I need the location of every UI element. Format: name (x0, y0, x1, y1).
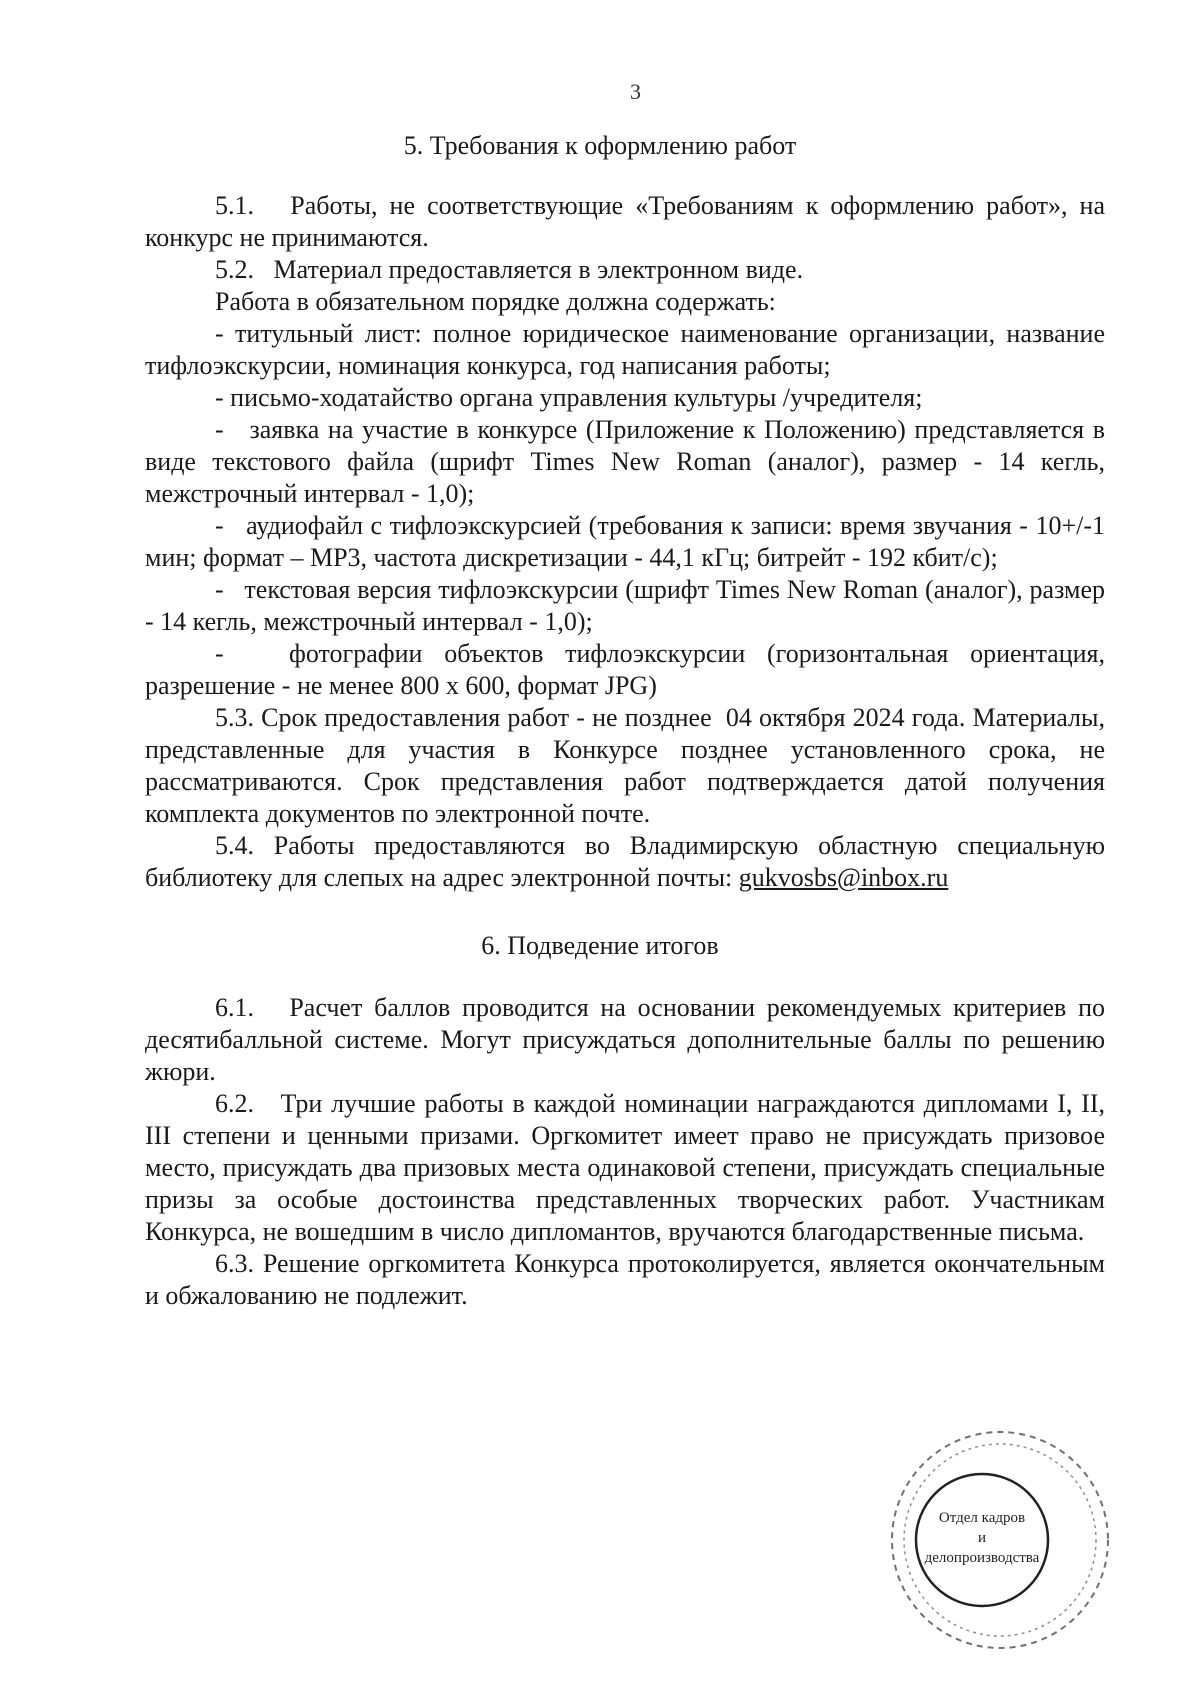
paragraph-5-4 (145, 830, 1105, 894)
paragraph-5-1: 5.1. Работы, не соответствующие «Требованиям к оформлению работ», на конкурс не принимаются. (145, 191, 1105, 252)
paragraph-6-2: 6.2. Три лучшие работы в каждой номинации награждаются дипломами I, II, III степени и ценными призами. Оргкомитет имеет право не присуждать призовое место, присуждать два призовых места одинаковой степени, присуждать специальные призы за особые достоинства представленных творческих работ. Участникам Конкурса, не вошедшим в число дипломантов, вручаются благодарственные письма. (145, 1089, 1105, 1246)
section-6-body (145, 992, 1105, 1312)
stamp-line-3: делопроизводства (924, 1550, 1040, 1566)
list-item-audio-file: - аудиофайл с тифлоэкскурсией (требования к записи: время звучания - 10+/-1 мин; формат – MP3, частота дискретизации - 44,1 кГц; битрейт - 192 кбит/с); (145, 511, 1105, 572)
list-item-application: - заявка на участие в конкурсе (Приложение к Положению) представляется в виде текстового файла (шрифт Times New Roman (аналог), размер - 14 кегль, межстрочный интервал - 1,0); (145, 415, 1105, 508)
paragraph-contents-intro: Работа в обязательном порядке должна содержать: (215, 287, 776, 316)
list-item-photos: - фотографии объектов тифлоэкскурсии (горизонтальная ориентация, разрешение - не менее 800 х 600, формат JPG) (145, 639, 1105, 700)
paragraph-5-4-text: 5.4. Работы предоставляются во Владимирскую областную специальную библиотеку для слепых на адрес электронной почты: (145, 831, 1105, 892)
stamp-line-2: и (977, 1530, 987, 1546)
paragraph-6-1: 6.1. Расчет баллов проводится на основании рекомендуемых критериев по десятибалльной системе. Могут присуждаться дополнительные баллы по решению жюри. (145, 993, 1105, 1086)
list-item-text-version: - текстовая версия тифлоэкскурсии (шрифт Times New Roman (аналог), размер - 14 кегль, межстрочный интервал - 1,0); (145, 575, 1105, 636)
list-item-title-page: - титульный лист: полное юридическое наименование организации, название тифлоэкскурсии, номинация конкурса, год написания работы; (145, 319, 1105, 380)
department-stamp (880, 1420, 1120, 1660)
stamp-middle-ring (904, 1444, 1096, 1636)
stamp-outer-ring (892, 1432, 1108, 1648)
list-item-petition-letter: - письмо-ходатайство органа управления культуры /учредителя; (215, 383, 923, 412)
paragraph-5-2: 5.2. Материал предоставляется в электронном виде. (215, 255, 804, 284)
section-5-title: 5. Требования к оформлению работ (403, 131, 797, 160)
paragraph-6-3: 6.3. Решение оргкомитета Конкурса протоколируется, является окончательным и обжалованию не подлежит. (145, 1249, 1105, 1310)
page-number: 3 (630, 79, 641, 104)
paragraph-5-3: 5.3. Срок предоставления работ - не позднее 04 октября 2024 года. Материалы, представленные для участия в Конкурсе позднее установленного срока, не рассматриваются. Срок представления работ подтверждается датой получения комплекта документов по электронной почте. (145, 703, 1105, 828)
email-link[interactable]: gukvosbs@inbox.ru (738, 863, 949, 892)
stamp-line-1: Отдел кадров (938, 1510, 1026, 1526)
section-6-title: 6. Подведение итогов (481, 931, 719, 960)
section-5-body (145, 190, 1105, 894)
